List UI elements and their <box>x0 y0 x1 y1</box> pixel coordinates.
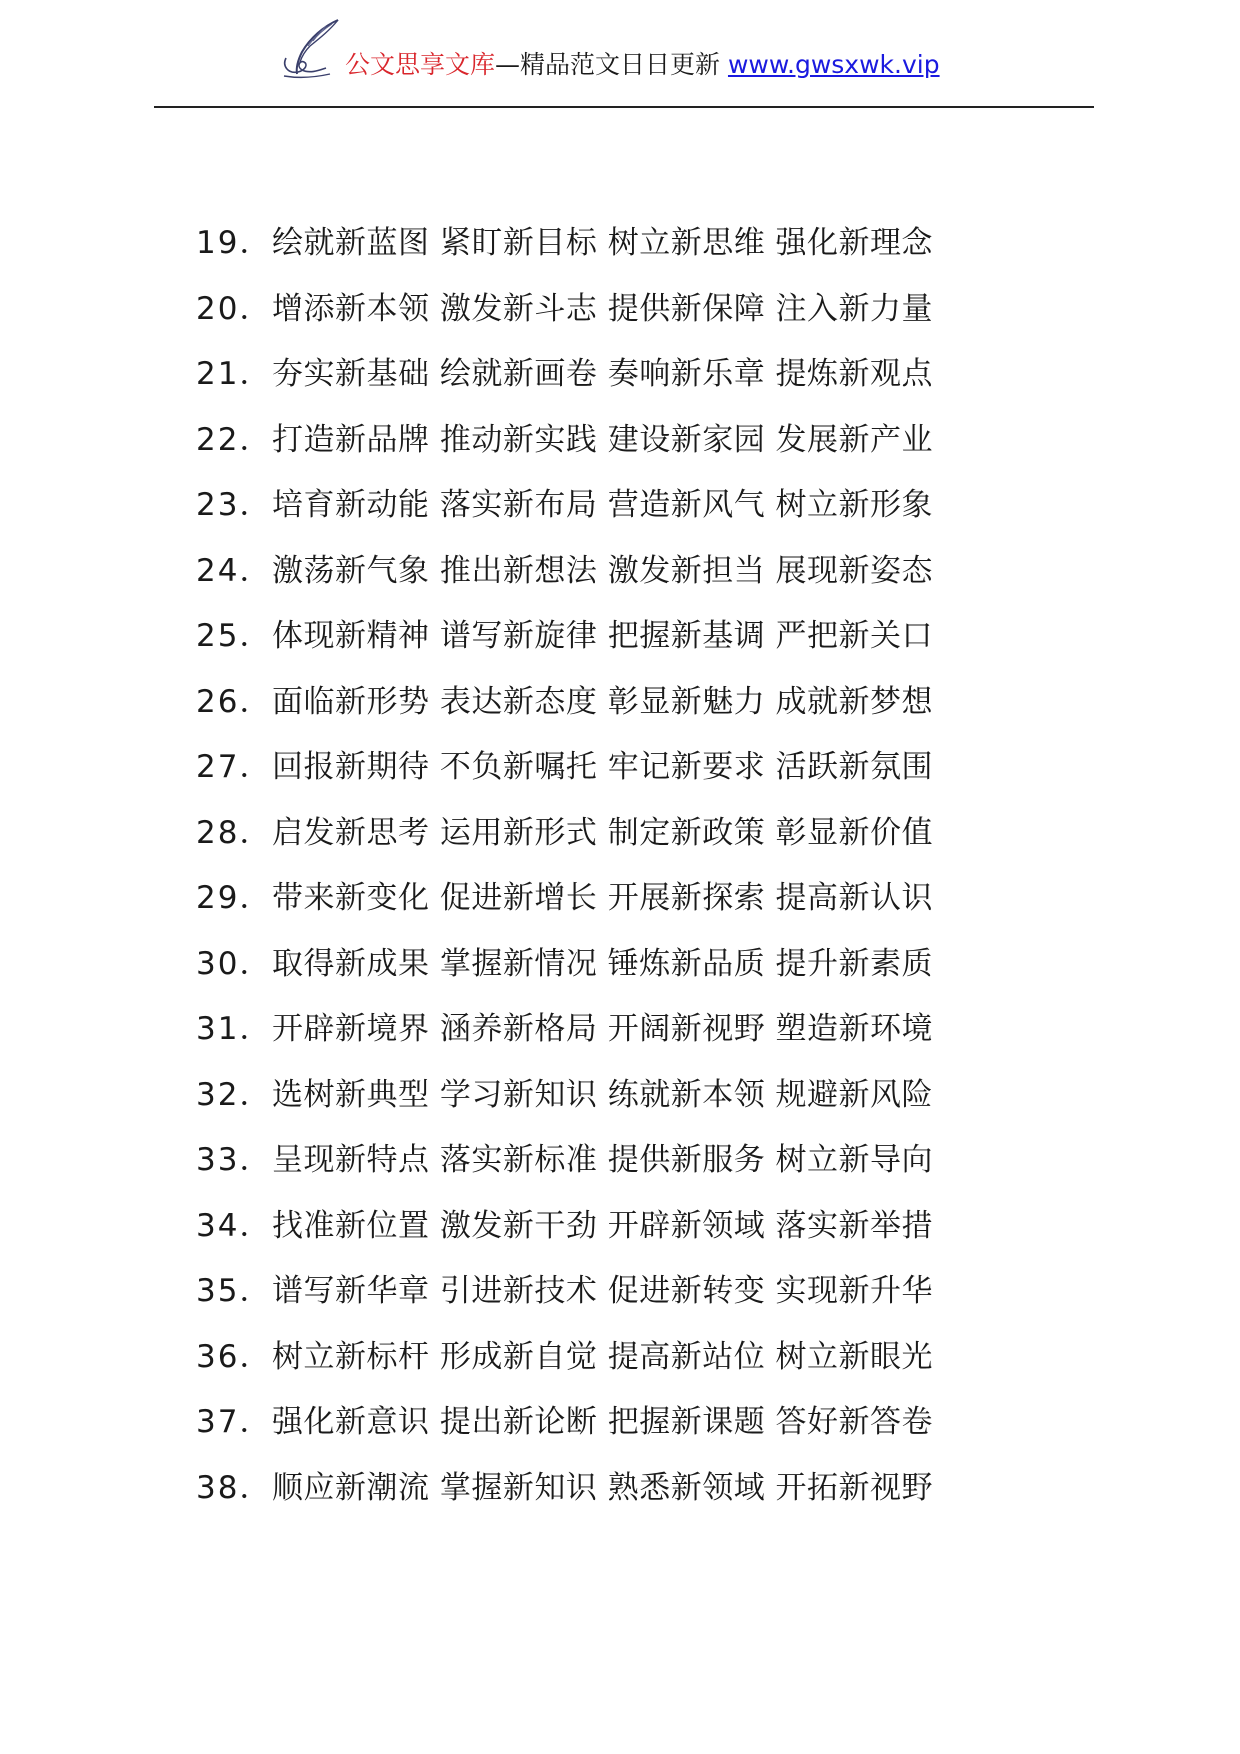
item-number: 25． <box>196 618 273 654</box>
item-text: 谱写新华章 引进新技术 促进新转变 实现新升华 <box>272 1273 934 1309</box>
list-item <box>196 742 1096 808</box>
item-text: 夯实新基础 绘就新画卷 奏响新乐章 提炼新观点 <box>272 356 934 392</box>
item-number: 24． <box>196 552 273 589</box>
brand-name: 公文思享文库 <box>345 50 496 79</box>
item-number: 21． <box>196 356 273 392</box>
list-item <box>196 415 1096 481</box>
header-text <box>345 48 940 82</box>
item-number: 28． <box>196 814 273 851</box>
item-number: 32． <box>196 1076 273 1113</box>
item-text: 回报新期待 不负新嘱托 牢记新要求 活跃新氛围 <box>272 749 934 785</box>
item-text: 取得新成果 掌握新情况 锤炼新品质 提升新素质 <box>272 945 934 982</box>
item-text: 打造新品牌 推动新实践 建设新家园 发展新产业 <box>272 421 934 458</box>
item-number: 37． <box>196 1404 273 1440</box>
list-item <box>196 1135 1096 1201</box>
item-text: 找准新位置 激发新干劲 开辟新领域 落实新举措 <box>272 1207 934 1244</box>
list-item <box>196 1397 1096 1463</box>
list-item <box>196 873 1096 939</box>
item-text: 启发新思考 运用新形式 制定新政策 彰显新价值 <box>272 814 934 851</box>
list-item <box>196 1463 1096 1529</box>
list-item <box>196 1004 1096 1070</box>
list-item <box>196 546 1096 612</box>
list-item <box>196 349 1096 415</box>
site-link[interactable]: www.gwsxwk.vip <box>727 50 940 79</box>
item-text: 树立新标杆 形成新自觉 提高新站位 树立新眼光 <box>272 1338 934 1375</box>
item-number: 27． <box>196 749 273 785</box>
item-text: 激荡新气象 推出新想法 激发新担当 展现新姿态 <box>272 552 934 589</box>
item-text: 绘就新蓝图 紧盯新目标 树立新思维 强化新理念 <box>272 225 934 261</box>
item-number: 19． <box>196 225 273 261</box>
item-number: 31． <box>196 1011 273 1047</box>
item-number: 29． <box>196 880 273 916</box>
item-text: 顺应新潮流 掌握新知识 熟悉新领域 开拓新视野 <box>272 1469 934 1506</box>
item-number: 20． <box>196 290 273 327</box>
item-number: 35． <box>196 1273 273 1309</box>
header-divider <box>154 106 1094 108</box>
phrase-list <box>196 218 1096 1528</box>
header-tagline: —精品范文日日更新 <box>495 50 728 79</box>
item-number: 22． <box>196 421 273 458</box>
item-text: 开辟新境界 涵养新格局 开阔新视野 塑造新环境 <box>272 1011 934 1047</box>
list-item <box>196 611 1096 677</box>
list-item <box>196 1070 1096 1136</box>
item-text: 体现新精神 谱写新旋律 把握新基调 严把新关口 <box>272 618 934 654</box>
list-item <box>196 1266 1096 1332</box>
list-item <box>196 284 1096 350</box>
page-header <box>0 0 1240 108</box>
item-number: 33． <box>196 1142 273 1178</box>
item-number: 36． <box>196 1338 273 1375</box>
item-text: 培育新动能 落实新布局 营造新风气 树立新形象 <box>272 487 934 523</box>
item-number: 38． <box>196 1469 273 1506</box>
item-number: 23． <box>196 487 273 523</box>
item-text: 带来新变化 促进新增长 开展新探索 提高新认识 <box>272 880 934 916</box>
item-text: 选树新典型 学习新知识 练就新本领 规避新风险 <box>272 1076 934 1113</box>
item-number: 34． <box>196 1207 273 1244</box>
list-item <box>196 808 1096 874</box>
item-text: 面临新形势 表达新态度 彰显新魅力 成就新梦想 <box>272 683 934 720</box>
item-number: 26． <box>196 683 273 720</box>
item-text: 呈现新特点 落实新标准 提供新服务 树立新导向 <box>272 1142 934 1178</box>
list-item <box>196 1332 1096 1398</box>
quill-logo-icon <box>280 16 344 82</box>
list-item <box>196 677 1096 743</box>
list-item <box>196 480 1096 546</box>
item-number: 30． <box>196 945 273 982</box>
list-item <box>196 1201 1096 1267</box>
item-text: 增添新本领 激发新斗志 提供新保障 注入新力量 <box>272 290 934 327</box>
list-item <box>196 218 1096 284</box>
list-item <box>196 939 1096 1005</box>
item-text: 强化新意识 提出新论断 把握新课题 答好新答卷 <box>272 1404 934 1440</box>
